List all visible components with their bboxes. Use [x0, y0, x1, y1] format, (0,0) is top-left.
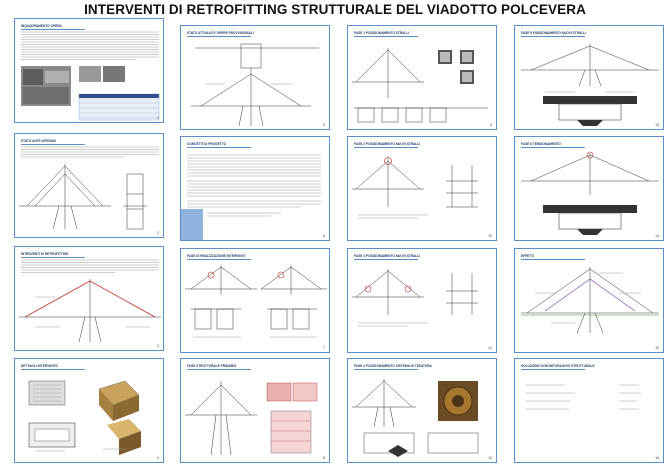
slide-header: FASE 4 POSIZIONAMENTO SISTEMA DI TESATURA	[354, 364, 432, 368]
slide-header: FASE DI REALIZZAZIONE INTERVENTI	[187, 254, 251, 260]
slide-8[interactable]	[180, 358, 330, 463]
slide-header: FASE 1 POSIZIONAMENTO STRALLI	[354, 31, 418, 37]
slide-4-content	[15, 359, 164, 463]
slide-number: 8	[323, 456, 325, 460]
slide-number: 14	[655, 234, 659, 238]
slide-12-content	[348, 359, 497, 463]
slide-header: CONCETTI DI PROGETTO	[187, 142, 251, 148]
slide-number: 4	[157, 456, 159, 460]
slide-1[interactable]	[14, 18, 164, 123]
slide-header: FASE 5 FUNZIONAMENTO NUOVI STRALLI	[521, 31, 587, 35]
slide-number: 13	[655, 123, 659, 127]
slide-7[interactable]	[180, 248, 330, 353]
slide-number: 12	[488, 456, 492, 460]
slide-number: 5	[323, 123, 325, 127]
slide-14[interactable]	[514, 136, 664, 241]
slide-14-content	[515, 137, 664, 241]
accent-block	[181, 209, 203, 241]
slide-3[interactable]	[14, 246, 164, 351]
slide-5-content	[181, 26, 330, 130]
slide-header: DETTAGLI INTERVENTO	[21, 364, 85, 370]
slide-header: FASE 2 POSIZIONAMENTO NUOVI STRALLI	[354, 142, 421, 146]
slide-9[interactable]	[347, 25, 497, 130]
slide-11[interactable]	[347, 248, 497, 353]
slide-6[interactable]	[180, 136, 330, 241]
slide-16-content	[515, 359, 664, 463]
slide-5[interactable]	[180, 25, 330, 130]
slide-number: 16	[655, 456, 659, 460]
slide-2[interactable]	[14, 133, 164, 238]
slide-6-content	[181, 137, 330, 241]
slide-2-content	[15, 134, 164, 238]
slide-number: 15	[655, 346, 659, 350]
slide-header: FASE STRUTTURALE PRIMARIA	[187, 364, 251, 370]
slide-header: FASE 3 POSIZIONAMENTO NUOVI STRALLI	[354, 254, 421, 258]
slide-7-content	[181, 249, 330, 353]
slide-number: 11	[488, 346, 492, 350]
slide-header: INTERVENTI DI RETROFITTING	[21, 252, 85, 258]
slide-10[interactable]	[347, 136, 497, 241]
slide-9-content	[348, 26, 497, 130]
slide-header: FASE 6 TENSIONAMENTO	[521, 142, 585, 148]
slide-12[interactable]	[347, 358, 497, 463]
slide-number: 6	[323, 234, 325, 238]
slide-number: 1	[157, 116, 159, 120]
slide-8-content	[181, 359, 330, 463]
slide-number: 7	[323, 346, 325, 350]
slide-11-content	[348, 249, 497, 353]
slide-13-content	[515, 26, 664, 130]
slide-3-content	[15, 247, 164, 351]
slide-15-content	[515, 249, 664, 353]
slide-number: 9	[490, 123, 492, 127]
slide-4[interactable]	[14, 358, 164, 463]
slide-10-content	[348, 137, 497, 241]
slide-number: 2	[157, 231, 159, 235]
slide-16[interactable]	[514, 358, 664, 463]
slide-number: 10	[488, 234, 492, 238]
slide-13[interactable]	[514, 25, 664, 130]
slide-header: SOLUZIONE DI MONITORAGGIO STRUTTURALE	[521, 364, 595, 368]
slide-1-content	[15, 19, 164, 123]
slide-header: STATO ANTE-OPERAM	[21, 139, 85, 145]
slide-header: STATO ATTUALE E OPERE PROVVISIONALI	[187, 31, 254, 35]
slide-header: EFFETTI	[521, 254, 585, 260]
slide-15[interactable]	[514, 248, 664, 353]
slide-number: 3	[157, 344, 159, 348]
slide-header: INQUADRAMENTO OPERA	[21, 24, 85, 30]
page-title: INTERVENTI DI RETROFITTING STRUTTURALE DEL VIADOTTO POLCEVERA	[84, 2, 586, 17]
